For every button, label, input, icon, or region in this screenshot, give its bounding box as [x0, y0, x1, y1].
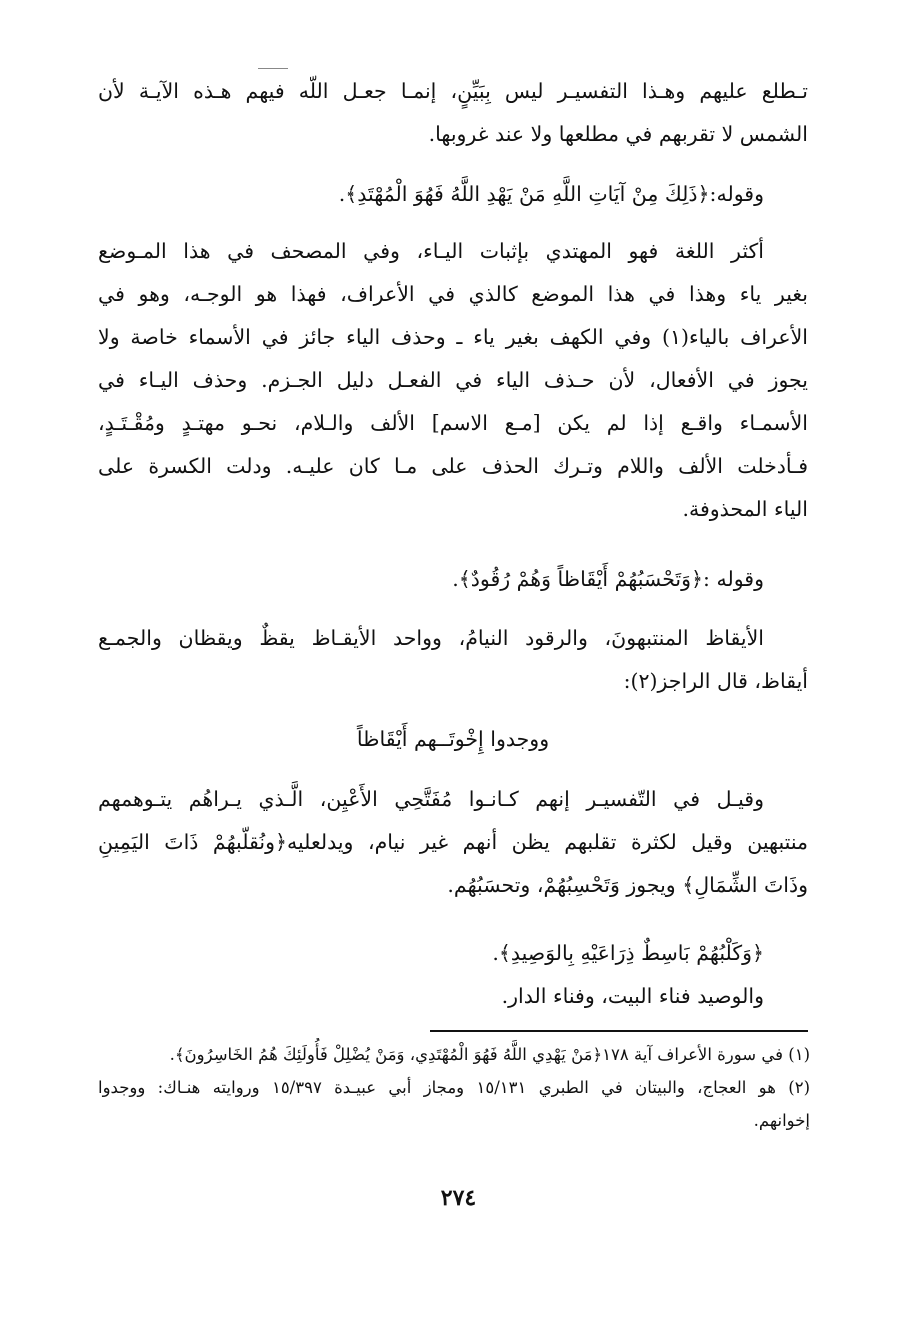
footnote-line: (١) في سورة الأعراف آية ١٧٨﴿مَنْ يَهْدِي اللَّهُ فَهُوَ الْمُهْتَدِي، وَمَنْ يُضْلِلْ فَأُولَئِكَ هُمُ الخَاسِرُونَ﴾. [169, 1045, 810, 1064]
top-mark [258, 68, 288, 69]
text-line: فـأدخلت الألف واللام وتـرك الحذف على مـا كان عليـه. ودلت الكسرة على [98, 454, 808, 478]
footnotes [98, 1038, 810, 1137]
page-number: ٢٧٤ [440, 1185, 477, 1211]
text-line: والوصيد فناء البيت، وفناء الدار. [501, 984, 764, 1008]
text-line: الياء المحذوفة. [682, 497, 808, 521]
text-line: الأعراف بالياء(١) وفي الكهف بغير ياء ـ وحذف الياء جائز في الأسماء خاصة ولا [98, 325, 808, 349]
text-line: أكثر اللغة فهو المهتدي بإثبات اليـاء، وفي المصحف في هذا المـوضع [98, 239, 764, 263]
paragraph-1 [98, 230, 808, 531]
text-line: بغير ياء وهذا في هذا الموضع كالذي في الأعراف، فهذا هو الوجـه، وهو في [98, 282, 808, 306]
footnote-line: (٢) هو العجاج، والبيتان في الطبري ١٥/١٣١ ومجاز أبي عبيـدة ١٥/٣٩٧ وروايته هنـاك: ووجدوا [98, 1078, 810, 1097]
text-line: الأيقاظ المنتبهونَ، والرقود النيامُ، وواحد الأيقـاظ يقظٌ ويقظان والجمـع [98, 626, 764, 650]
paragraph-3 [98, 778, 808, 907]
main-text [98, 70, 808, 156]
text-line: الأسمـاء واقـع إذا لم يكن [مـع الاسم] الألف والـلام، نحـو مهتـدٍ ومُقْـتَـدٍ، [98, 411, 808, 435]
footnote-line: إخوانهم. [753, 1111, 810, 1130]
poem-verse [98, 718, 808, 761]
text-line: وقوله :﴿وَتَحْسَبُهُمْ أَيْقَاظاً وَهُمْ رُقُودٌ﴾. [452, 567, 764, 591]
footnote-separator [430, 1030, 808, 1032]
paragraph-2 [98, 617, 808, 703]
text-line: يجوز في الأفعال، لأن حـذف الياء في الفعـل دليل الجـزم. وحذف اليـاء في [98, 368, 808, 392]
quran-verse-1 [98, 173, 808, 216]
text-line: منتبهين وقيل لكثرة تقلبهم يظن أنهم غير نيام، ويدلعليه﴿ونُقلّبهُمْ ذَاتَ اليَمِينِ [98, 830, 808, 854]
quran-verse-2 [98, 558, 808, 601]
text-line: الشمس لا تقربهم في مطلعها ولا عند غروبها. [428, 122, 808, 146]
text-line: وقوله:﴿ذَلِكَ مِنْ آيَاتِ اللَّهِ مَنْ يَهْدِ اللَّهُ فَهُوَ الْمُهْتَدِ﴾. [338, 182, 764, 206]
text-line: وذَاتَ الشِّمَالِ﴾ ويجوز وَتَحْسِبُهُمْ، وتحسَبُهُم. [447, 873, 808, 897]
text-line: ووجدوا إِخْوتَــهم أَيْقَاظاً [356, 727, 550, 751]
quran-verse-3 [98, 932, 808, 1018]
text-line: وقيـل في التّفسيـر إنهم كـانـوا مُفَتَّحِي الأَعْيِن، الَّـذي يـراهُم يتـوهمهم [98, 787, 764, 811]
text-line: أيقاظ، قال الراجز(٢): [623, 669, 808, 693]
text-line: ﴿وَكَلْبُهُمْ بَاسِطٌ ذِرَاعَيْهِ بِالوَصِيدِ﴾. [492, 941, 764, 965]
text-line: تـطلع عليهم وهـذا التفسيـر ليس بِبَيِّنٍ، إنمـا جعـل اللّه فيهم هـذه الآيـة لأن [98, 79, 808, 103]
